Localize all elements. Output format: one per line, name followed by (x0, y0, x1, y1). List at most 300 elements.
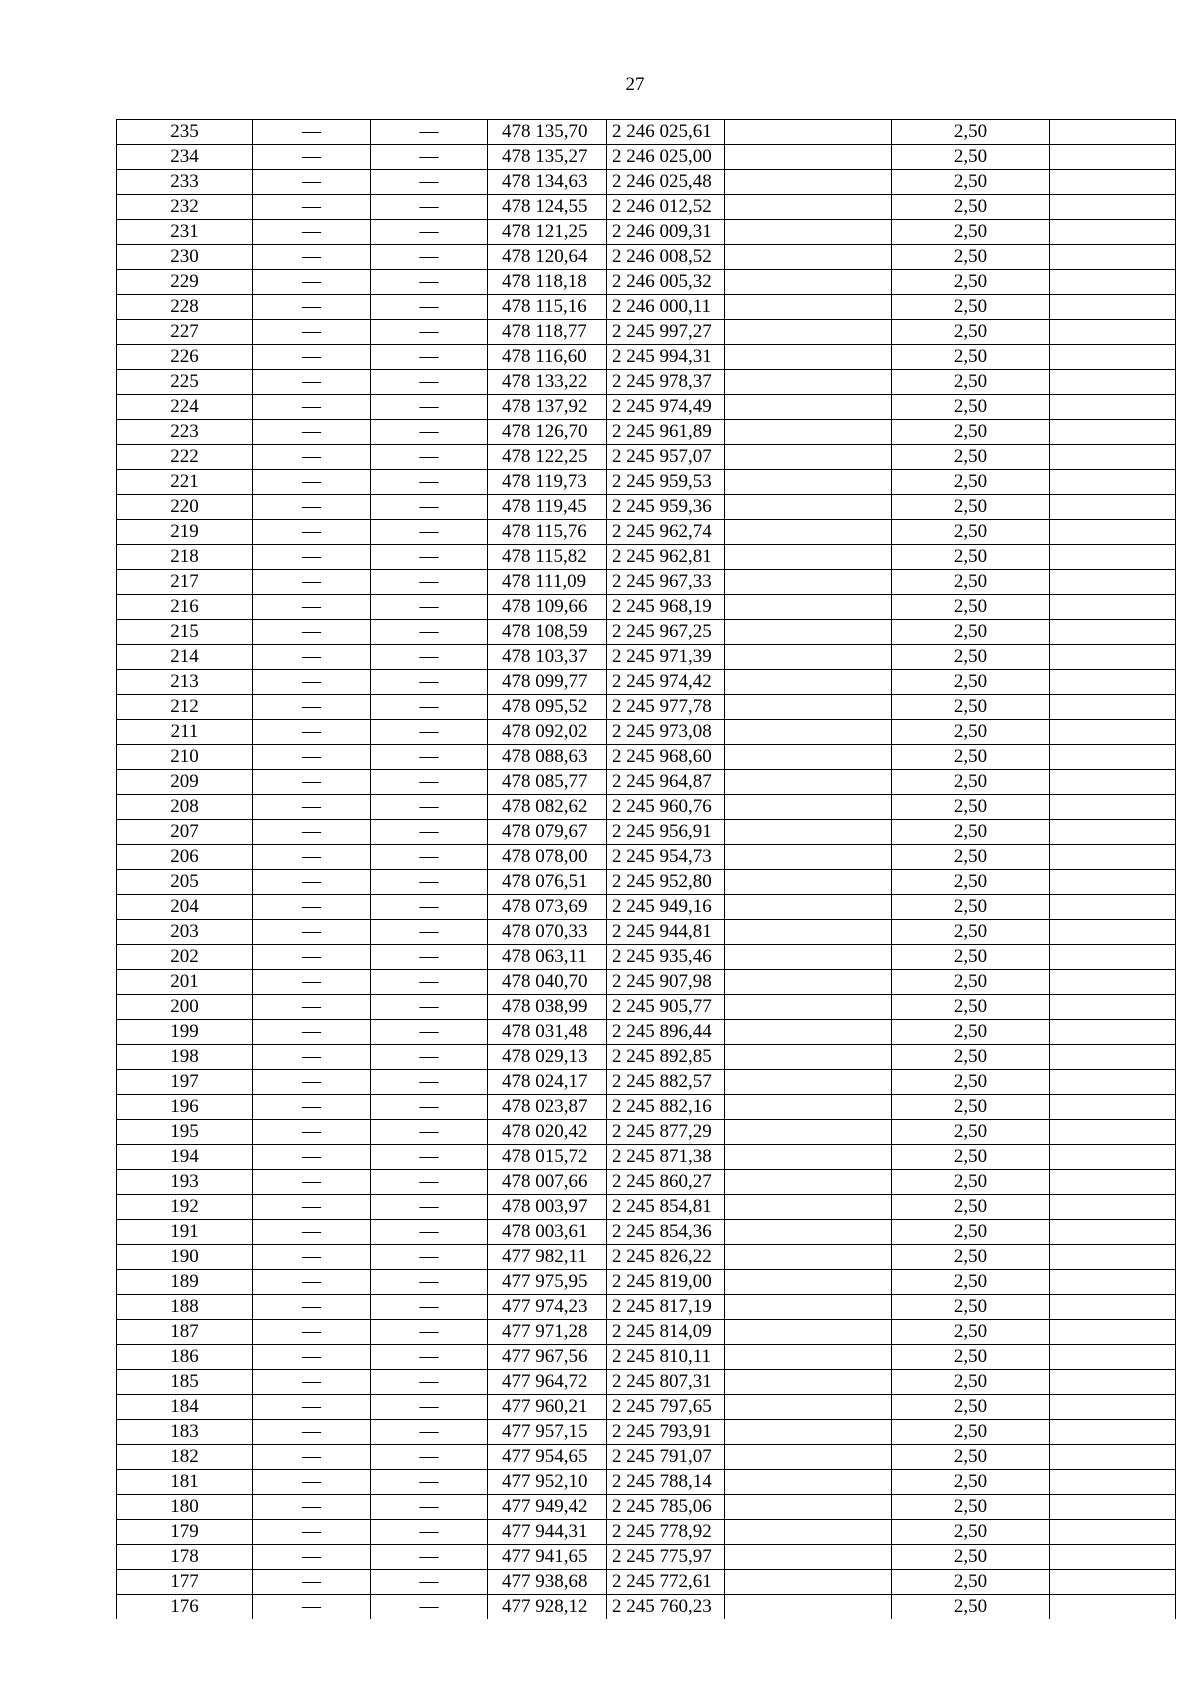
dash-cell: — (371, 295, 488, 320)
point-number-cell: 200 (117, 995, 253, 1020)
accuracy-cell: 2,50 (892, 595, 1050, 620)
point-number-cell: 202 (117, 945, 253, 970)
empty-cell (725, 1270, 892, 1295)
empty-cell (1050, 145, 1176, 170)
y-coordinate-cell: 2 245 905,77 (607, 995, 725, 1020)
dash-cell: — (371, 195, 488, 220)
dash-cell: — (371, 420, 488, 445)
point-number-cell: 181 (117, 1470, 253, 1495)
x-coordinate-cell: 478 115,76 (488, 520, 607, 545)
x-coordinate-cell: 478 115,16 (488, 295, 607, 320)
point-number-cell: 207 (117, 820, 253, 845)
empty-cell (1050, 795, 1176, 820)
empty-cell (725, 620, 892, 645)
y-coordinate-cell: 2 245 997,27 (607, 320, 725, 345)
accuracy-cell: 2,50 (892, 370, 1050, 395)
point-number-cell: 199 (117, 1020, 253, 1045)
dash-cell: — (253, 320, 371, 345)
empty-cell (1050, 945, 1176, 970)
y-coordinate-cell: 2 245 973,08 (607, 720, 725, 745)
table-row (117, 895, 1176, 920)
dash-cell: — (253, 170, 371, 195)
x-coordinate-cell: 478 126,70 (488, 420, 607, 445)
table-row (117, 520, 1176, 545)
empty-cell (1050, 1570, 1176, 1595)
x-coordinate-cell: 477 928,12 (488, 1595, 607, 1620)
table-row (117, 295, 1176, 320)
table-row (117, 1295, 1176, 1320)
accuracy-cell: 2,50 (892, 820, 1050, 845)
dash-cell: — (371, 1170, 488, 1195)
accuracy-cell: 2,50 (892, 345, 1050, 370)
dash-cell: — (371, 495, 488, 520)
x-coordinate-cell: 477 941,65 (488, 1545, 607, 1570)
dash-cell: — (371, 320, 488, 345)
point-number-cell: 182 (117, 1445, 253, 1470)
table-row (117, 1520, 1176, 1545)
x-coordinate-cell: 478 040,70 (488, 970, 607, 995)
dash-cell: — (253, 1445, 371, 1470)
table-row (117, 1370, 1176, 1395)
x-coordinate-cell: 478 063,11 (488, 945, 607, 970)
accuracy-cell: 2,50 (892, 1520, 1050, 1545)
empty-cell (725, 1545, 892, 1570)
y-coordinate-cell: 2 245 961,89 (607, 420, 725, 445)
point-number-cell: 206 (117, 845, 253, 870)
x-coordinate-cell: 478 134,63 (488, 170, 607, 195)
x-coordinate-cell: 478 135,27 (488, 145, 607, 170)
point-number-cell: 218 (117, 545, 253, 570)
accuracy-cell: 2,50 (892, 1445, 1050, 1470)
y-coordinate-cell: 2 245 994,31 (607, 345, 725, 370)
accuracy-cell: 2,50 (892, 1270, 1050, 1295)
dash-cell: — (253, 345, 371, 370)
empty-cell (725, 795, 892, 820)
point-number-cell: 224 (117, 395, 253, 420)
accuracy-cell: 2,50 (892, 1045, 1050, 1070)
dash-cell: — (253, 970, 371, 995)
empty-cell (725, 570, 892, 595)
y-coordinate-cell: 2 245 974,42 (607, 670, 725, 695)
y-coordinate-cell: 2 246 012,52 (607, 195, 725, 220)
dash-cell: — (253, 1195, 371, 1220)
point-number-cell: 225 (117, 370, 253, 395)
x-coordinate-cell: 478 103,37 (488, 645, 607, 670)
accuracy-cell: 2,50 (892, 320, 1050, 345)
y-coordinate-cell: 2 245 907,98 (607, 970, 725, 995)
empty-cell (725, 445, 892, 470)
point-number-cell: 203 (117, 920, 253, 945)
y-coordinate-cell: 2 245 788,14 (607, 1470, 725, 1495)
accuracy-cell: 2,50 (892, 970, 1050, 995)
dash-cell: — (371, 770, 488, 795)
point-number-cell: 183 (117, 1420, 253, 1445)
empty-cell (725, 145, 892, 170)
empty-cell (1050, 1145, 1176, 1170)
table-row (117, 870, 1176, 895)
empty-cell (1050, 1195, 1176, 1220)
empty-cell (1050, 220, 1176, 245)
y-coordinate-cell: 2 245 854,36 (607, 1220, 725, 1245)
empty-cell (1050, 520, 1176, 545)
table-row (117, 1395, 1176, 1420)
point-number-cell: 214 (117, 645, 253, 670)
empty-cell (725, 1595, 892, 1620)
empty-cell (1050, 920, 1176, 945)
table-row (117, 795, 1176, 820)
accuracy-cell: 2,50 (892, 1220, 1050, 1245)
point-number-cell: 195 (117, 1120, 253, 1145)
empty-cell (725, 995, 892, 1020)
y-coordinate-cell: 2 245 944,81 (607, 920, 725, 945)
point-number-cell: 189 (117, 1270, 253, 1295)
accuracy-cell: 2,50 (892, 1145, 1050, 1170)
x-coordinate-cell: 478 122,25 (488, 445, 607, 470)
dash-cell: — (371, 120, 488, 145)
dash-cell: — (253, 720, 371, 745)
y-coordinate-cell: 2 245 819,00 (607, 1270, 725, 1295)
empty-cell (725, 670, 892, 695)
dash-cell: — (371, 395, 488, 420)
empty-cell (1050, 1320, 1176, 1345)
dash-cell: — (371, 445, 488, 470)
y-coordinate-cell: 2 245 892,85 (607, 1045, 725, 1070)
y-coordinate-cell: 2 245 882,16 (607, 1095, 725, 1120)
table-row (117, 195, 1176, 220)
accuracy-cell: 2,50 (892, 1320, 1050, 1345)
x-coordinate-cell: 478 108,59 (488, 620, 607, 645)
table-row (117, 1170, 1176, 1195)
y-coordinate-cell: 2 245 896,44 (607, 1020, 725, 1045)
x-coordinate-cell: 478 024,17 (488, 1070, 607, 1095)
x-coordinate-cell: 477 952,10 (488, 1470, 607, 1495)
table-row (117, 720, 1176, 745)
empty-cell (725, 1420, 892, 1445)
dash-cell: — (371, 1545, 488, 1570)
table-row (117, 695, 1176, 720)
point-number-cell: 185 (117, 1370, 253, 1395)
point-number-cell: 192 (117, 1195, 253, 1220)
x-coordinate-cell: 477 957,15 (488, 1420, 607, 1445)
accuracy-cell: 2,50 (892, 1470, 1050, 1495)
accuracy-cell: 2,50 (892, 1170, 1050, 1195)
point-number-cell: 220 (117, 495, 253, 520)
dash-cell: — (371, 1470, 488, 1495)
dash-cell: — (253, 1520, 371, 1545)
empty-cell (1050, 620, 1176, 645)
empty-cell (725, 420, 892, 445)
dash-cell: — (253, 1120, 371, 1145)
empty-cell (1050, 570, 1176, 595)
table-row (117, 495, 1176, 520)
x-coordinate-cell: 478 003,61 (488, 1220, 607, 1245)
dash-cell: — (371, 1370, 488, 1395)
table-row (117, 320, 1176, 345)
table-row (117, 770, 1176, 795)
empty-cell (1050, 1120, 1176, 1145)
empty-cell (1050, 1095, 1176, 1120)
x-coordinate-cell: 478 120,64 (488, 245, 607, 270)
empty-cell (725, 1070, 892, 1095)
dash-cell: — (253, 1495, 371, 1520)
table-row (117, 645, 1176, 670)
empty-cell (725, 1145, 892, 1170)
table-row (117, 820, 1176, 845)
dash-cell: — (371, 1345, 488, 1370)
x-coordinate-cell: 477 949,42 (488, 1495, 607, 1520)
accuracy-cell: 2,50 (892, 470, 1050, 495)
empty-cell (725, 1320, 892, 1345)
dash-cell: — (253, 1320, 371, 1345)
dash-cell: — (371, 1495, 488, 1520)
dash-cell: — (253, 1220, 371, 1245)
y-coordinate-cell: 2 246 025,00 (607, 145, 725, 170)
empty-cell (725, 1445, 892, 1470)
empty-cell (725, 1520, 892, 1545)
dash-cell: — (253, 470, 371, 495)
empty-cell (725, 645, 892, 670)
table-row (117, 1595, 1176, 1620)
dash-cell: — (253, 820, 371, 845)
x-coordinate-cell: 478 029,13 (488, 1045, 607, 1070)
empty-cell (725, 120, 892, 145)
dash-cell: — (371, 1420, 488, 1445)
dash-cell: — (371, 1270, 488, 1295)
y-coordinate-cell: 2 245 785,06 (607, 1495, 725, 1520)
empty-cell (725, 845, 892, 870)
point-number-cell: 201 (117, 970, 253, 995)
dash-cell: — (253, 645, 371, 670)
dash-cell: — (253, 1395, 371, 1420)
dash-cell: — (371, 1020, 488, 1045)
dash-cell: — (371, 1245, 488, 1270)
table-row (117, 970, 1176, 995)
table-row (117, 1020, 1176, 1045)
table-row (117, 945, 1176, 970)
empty-cell (725, 1295, 892, 1320)
empty-cell (725, 1220, 892, 1245)
empty-cell (1050, 120, 1176, 145)
accuracy-cell: 2,50 (892, 245, 1050, 270)
dash-cell: — (253, 1020, 371, 1045)
y-coordinate-cell: 2 245 797,65 (607, 1395, 725, 1420)
accuracy-cell: 2,50 (892, 1195, 1050, 1220)
empty-cell (1050, 1495, 1176, 1520)
table-row (117, 1270, 1176, 1295)
accuracy-cell: 2,50 (892, 1495, 1050, 1520)
accuracy-cell: 2,50 (892, 220, 1050, 245)
x-coordinate-cell: 478 133,22 (488, 370, 607, 395)
empty-cell (1050, 845, 1176, 870)
accuracy-cell: 2,50 (892, 720, 1050, 745)
dash-cell: — (253, 545, 371, 570)
empty-cell (725, 1395, 892, 1420)
y-coordinate-cell: 2 245 810,11 (607, 1345, 725, 1370)
dash-cell: — (253, 270, 371, 295)
empty-cell (1050, 1045, 1176, 1070)
empty-cell (725, 270, 892, 295)
point-number-cell: 188 (117, 1295, 253, 1320)
y-coordinate-cell: 2 246 025,48 (607, 170, 725, 195)
table-row (117, 1145, 1176, 1170)
dash-cell: — (371, 1095, 488, 1120)
accuracy-cell: 2,50 (892, 1120, 1050, 1145)
dash-cell: — (371, 345, 488, 370)
table-row (117, 995, 1176, 1020)
dash-cell: — (253, 495, 371, 520)
empty-cell (1050, 645, 1176, 670)
accuracy-cell: 2,50 (892, 1020, 1050, 1045)
point-number-cell: 223 (117, 420, 253, 445)
table-row (117, 395, 1176, 420)
empty-cell (1050, 1395, 1176, 1420)
point-number-cell: 213 (117, 670, 253, 695)
point-number-cell: 232 (117, 195, 253, 220)
table-row (117, 1470, 1176, 1495)
x-coordinate-cell: 478 082,62 (488, 795, 607, 820)
dash-cell: — (371, 1320, 488, 1345)
accuracy-cell: 2,50 (892, 995, 1050, 1020)
table-row (117, 545, 1176, 570)
x-coordinate-cell: 478 124,55 (488, 195, 607, 220)
point-number-cell: 231 (117, 220, 253, 245)
y-coordinate-cell: 2 246 005,32 (607, 270, 725, 295)
dash-cell: — (371, 945, 488, 970)
dash-cell: — (253, 1245, 371, 1270)
point-number-cell: 209 (117, 770, 253, 795)
accuracy-cell: 2,50 (892, 1095, 1050, 1120)
y-coordinate-cell: 2 245 952,80 (607, 870, 725, 895)
y-coordinate-cell: 2 245 877,29 (607, 1120, 725, 1145)
y-coordinate-cell: 2 245 775,97 (607, 1545, 725, 1570)
dash-cell: — (253, 520, 371, 545)
x-coordinate-cell: 478 137,92 (488, 395, 607, 420)
x-coordinate-cell: 478 076,51 (488, 870, 607, 895)
empty-cell (725, 520, 892, 545)
empty-cell (1050, 870, 1176, 895)
y-coordinate-cell: 2 245 967,25 (607, 620, 725, 645)
table-row (117, 470, 1176, 495)
empty-cell (1050, 1170, 1176, 1195)
accuracy-cell: 2,50 (892, 745, 1050, 770)
empty-cell (1050, 270, 1176, 295)
point-number-cell: 193 (117, 1170, 253, 1195)
accuracy-cell: 2,50 (892, 770, 1050, 795)
x-coordinate-cell: 478 111,09 (488, 570, 607, 595)
point-number-cell: 235 (117, 120, 253, 145)
dash-cell: — (253, 195, 371, 220)
empty-cell (725, 545, 892, 570)
empty-cell (1050, 495, 1176, 520)
dash-cell: — (253, 220, 371, 245)
point-number-cell: 196 (117, 1095, 253, 1120)
point-number-cell: 190 (117, 1245, 253, 1270)
dash-cell: — (253, 445, 371, 470)
table-row (117, 1195, 1176, 1220)
point-number-cell: 176 (117, 1595, 253, 1620)
point-number-cell: 184 (117, 1395, 253, 1420)
accuracy-cell: 2,50 (892, 395, 1050, 420)
x-coordinate-cell: 478 038,99 (488, 995, 607, 1020)
dash-cell: — (253, 895, 371, 920)
point-number-cell: 208 (117, 795, 253, 820)
empty-cell (1050, 1345, 1176, 1370)
empty-cell (725, 1570, 892, 1595)
table-row (117, 1220, 1176, 1245)
dash-cell: — (253, 145, 371, 170)
empty-cell (725, 745, 892, 770)
x-coordinate-cell: 477 971,28 (488, 1320, 607, 1345)
point-number-cell: 198 (117, 1045, 253, 1070)
dash-cell: — (371, 820, 488, 845)
empty-cell (725, 720, 892, 745)
empty-cell (1050, 320, 1176, 345)
accuracy-cell: 2,50 (892, 120, 1050, 145)
dash-cell: — (371, 370, 488, 395)
empty-cell (725, 945, 892, 970)
dash-cell: — (253, 795, 371, 820)
empty-cell (1050, 695, 1176, 720)
point-number-cell: 197 (117, 1070, 253, 1095)
y-coordinate-cell: 2 245 962,81 (607, 545, 725, 570)
y-coordinate-cell: 2 245 956,91 (607, 820, 725, 845)
x-coordinate-cell: 478 088,63 (488, 745, 607, 770)
y-coordinate-cell: 2 245 974,49 (607, 395, 725, 420)
empty-cell (725, 820, 892, 845)
dash-cell: — (253, 1145, 371, 1170)
x-coordinate-cell: 477 960,21 (488, 1395, 607, 1420)
accuracy-cell: 2,50 (892, 520, 1050, 545)
dash-cell: — (371, 1520, 488, 1545)
dash-cell: — (371, 670, 488, 695)
empty-cell (725, 245, 892, 270)
accuracy-cell: 2,50 (892, 1245, 1050, 1270)
accuracy-cell: 2,50 (892, 1070, 1050, 1095)
dash-cell: — (371, 1045, 488, 1070)
dash-cell: — (253, 1295, 371, 1320)
table-row (117, 620, 1176, 645)
table-row (117, 1070, 1176, 1095)
table-row (117, 670, 1176, 695)
dash-cell: — (371, 520, 488, 545)
accuracy-cell: 2,50 (892, 795, 1050, 820)
point-number-cell: 222 (117, 445, 253, 470)
empty-cell (725, 220, 892, 245)
y-coordinate-cell: 2 246 008,52 (607, 245, 725, 270)
accuracy-cell: 2,50 (892, 870, 1050, 895)
dash-cell: — (371, 220, 488, 245)
dash-cell: — (253, 120, 371, 145)
dash-cell: — (253, 1170, 371, 1195)
point-number-cell: 212 (117, 695, 253, 720)
table-row (117, 845, 1176, 870)
page-number: 27 (625, 74, 645, 95)
y-coordinate-cell: 2 245 871,38 (607, 1145, 725, 1170)
dash-cell: — (371, 1145, 488, 1170)
dash-cell: — (253, 295, 371, 320)
dash-cell: — (253, 1570, 371, 1595)
dash-cell: — (253, 1370, 371, 1395)
empty-cell (1050, 1020, 1176, 1045)
dash-cell: — (371, 695, 488, 720)
x-coordinate-cell: 478 015,72 (488, 1145, 607, 1170)
empty-cell (725, 970, 892, 995)
y-coordinate-cell: 2 245 977,78 (607, 695, 725, 720)
empty-cell (725, 695, 892, 720)
empty-cell (1050, 1370, 1176, 1395)
point-number-cell: 217 (117, 570, 253, 595)
accuracy-cell: 2,50 (892, 1370, 1050, 1395)
